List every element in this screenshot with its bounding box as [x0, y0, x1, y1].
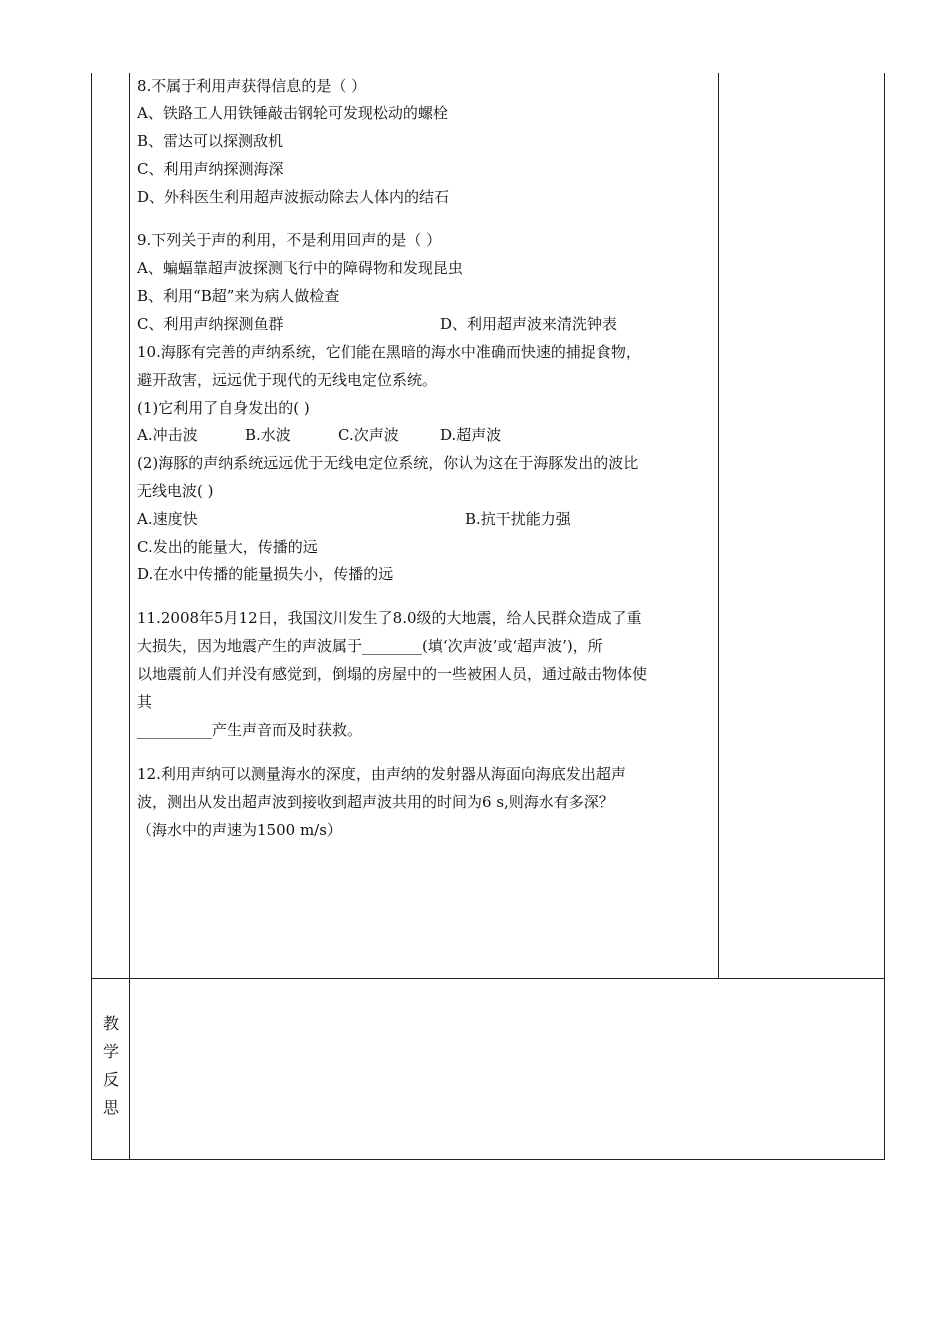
- question-10-part-2-option-b: B.抗干扰能力强: [465, 510, 571, 528]
- reflection-char-1: 教: [102, 1014, 119, 1033]
- table-border-left: [91, 73, 92, 1160]
- reflection-char-4: 思: [102, 1098, 119, 1117]
- table-border-inner-left: [129, 73, 130, 1160]
- question-9-stem: 9.下列关于声的利用，不是利用回声的是（ ）: [137, 231, 442, 249]
- question-8-stem: 8.不属于利用声获得信息的是（ ）: [137, 77, 367, 95]
- question-10-part-1-option-d: D.超声波: [440, 426, 502, 444]
- question-10-part-2-option-c: C.发出的能量大，传播的远: [137, 538, 318, 556]
- table-border-middle: [718, 73, 719, 979]
- question-9-option-a: A、蝙蝠靠超声波探测飞行中的障碍物和发现昆虫: [137, 259, 463, 277]
- question-12-line-2: 波，测出从发出超声波到接收到超声波共用的时间为6 s,则海水有多深？: [137, 793, 614, 811]
- question-10-stem-line-1: 10.海豚有完善的声纳系统，它们能在黑暗的海水中准确而快速的捕捉食物，: [137, 343, 641, 361]
- question-11-line-3: 以地震前人们并没有感觉到，倒塌的房屋中的一些被困人员，通过敲击物体使: [137, 665, 648, 683]
- question-10-part-1-option-a: A.冲击波: [137, 426, 198, 444]
- question-12-line-3: （海水中的声速为1500 m/s）: [137, 821, 342, 839]
- table-border-right: [884, 73, 885, 1160]
- question-9-option-c: C、利用声纳探测鱼群: [137, 315, 284, 333]
- question-10-part-1-option-b: B.水波: [245, 426, 291, 444]
- question-10-part-2-option-a: A.速度快: [137, 510, 198, 528]
- table-border-bottom: [91, 1159, 885, 1160]
- question-8-option-b: B、雷达可以探测敌机: [137, 132, 284, 150]
- question-10-part-2-line-1: (2)海豚的声纳系统远远优于无线电定位系统，你认为这在于海豚发出的波比: [137, 454, 639, 472]
- question-9-option-d: D、利用超声波来清洗钟表: [440, 315, 618, 333]
- question-11-line-1: 11.2008年5月12日，我国汶川发生了8.0级的大地震，给人民群众造成了重: [137, 609, 642, 627]
- question-11-line-5: __________产生声音而及时获救。: [137, 721, 363, 739]
- teaching-reflection-label: [92, 1010, 130, 1122]
- question-10-part-2-option-d: D.在水中传播的能量损失小，传播的远: [137, 565, 394, 583]
- question-11-line-4: 其: [137, 693, 153, 711]
- question-11-line-2: 大损失，因为地震产生的声波属于________(填‘次声波’或‘超声波’)，所: [137, 637, 603, 655]
- table-row-divider: [91, 978, 885, 979]
- question-8-option-a: A、铁路工人用铁锤敲击钢轮可发现松动的螺栓: [137, 104, 448, 122]
- reflection-char-2: 学: [102, 1042, 119, 1061]
- question-8-option-c: C、利用声纳探测海深: [137, 160, 284, 178]
- reflection-char-3: 反: [102, 1070, 119, 1089]
- question-12-line-1: 12.利用声纳可以测量海水的深度，由声纳的发射器从海面向海底发出超声: [137, 765, 626, 783]
- question-10-stem-line-2: 避开敌害，远远优于现代的无线电定位系统。: [137, 371, 438, 389]
- question-8-option-d: D、外科医生利用超声波振动除去人体内的结石: [137, 188, 450, 206]
- question-9-option-b: B、利用“B超”来为病人做检查: [137, 287, 340, 305]
- question-10-part-1: (1)它利用了自身发出的( ): [137, 399, 310, 417]
- question-10-part-2-line-2: 无线电波( ): [137, 482, 214, 500]
- question-10-part-1-option-c: C.次声波: [338, 426, 399, 444]
